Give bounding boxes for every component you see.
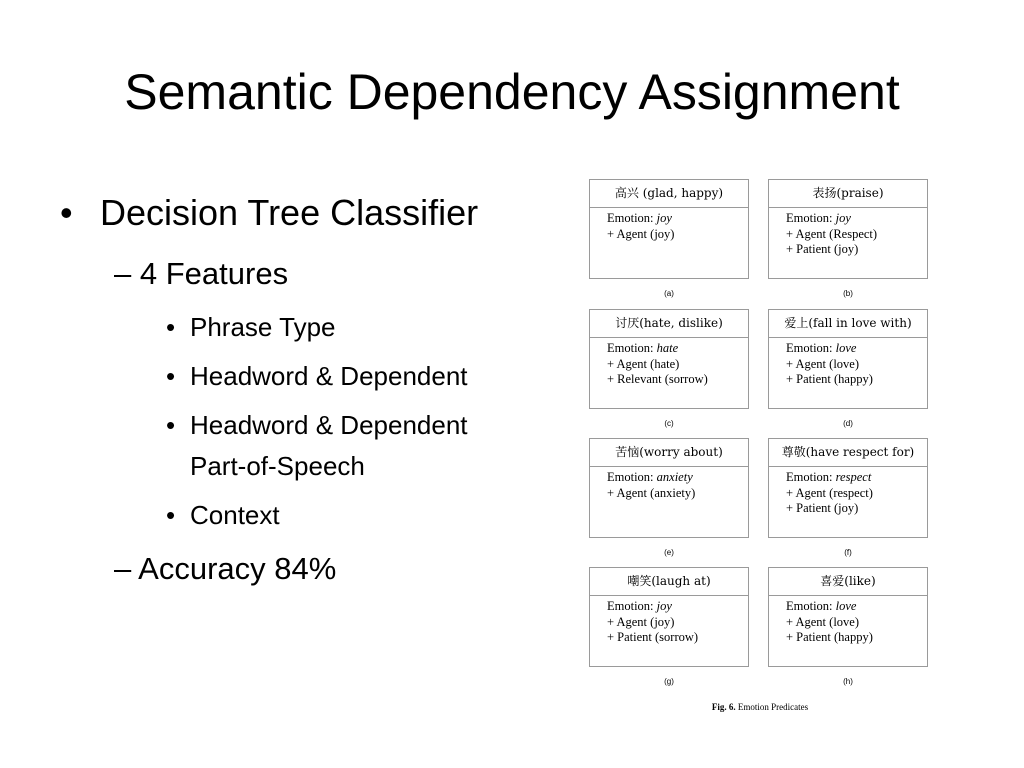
panel-caption: (h) [843, 677, 853, 686]
role-line: + Patient (sorrow) [607, 630, 699, 644]
role-line: + Patient (joy) [786, 501, 859, 515]
panel-header: 苦恼(worry about) [590, 439, 748, 467]
feature-text: Part-of-Speech [190, 451, 365, 481]
bullet-dot: • [166, 312, 176, 342]
bullet-dot: • [60, 192, 73, 233]
emotion-value: love [835, 341, 857, 355]
panel-header: 爱上(fall in love with) [769, 310, 927, 338]
emotion-line [607, 599, 748, 615]
figure-caption-text: Emotion Predicates [737, 702, 809, 712]
emotion-value: joy [656, 599, 672, 613]
role-line: + Patient (happy) [786, 630, 873, 644]
role-line: + Agent (anxiety) [607, 485, 696, 500]
predicate-panel [768, 438, 928, 538]
emotion-line [607, 470, 748, 486]
panel-body [769, 467, 927, 517]
emotion-line [786, 341, 927, 357]
emotion-line [607, 341, 748, 357]
panel-header: 高兴 (glad, happy) [590, 180, 748, 208]
emotion-line [786, 211, 927, 227]
panel-caption: (g) [664, 677, 674, 686]
emotion-line [786, 599, 927, 615]
emotion-value: anxiety [656, 470, 693, 484]
panel-caption: (a) [664, 289, 674, 298]
role-line: + Relevant (sorrow) [607, 372, 708, 386]
sub-bullet-text: 4 Features [139, 256, 289, 291]
emotion-value: joy [656, 211, 672, 225]
role-line: + Agent (respect) [786, 485, 873, 500]
role-line: + Agent (Respect) [786, 226, 878, 241]
emotion-line [786, 470, 927, 486]
panel-body [590, 208, 748, 242]
role-line: + Patient (joy) [786, 242, 859, 256]
panel-body [590, 467, 748, 501]
figure-caption [585, 702, 935, 712]
predicate-panel [589, 179, 749, 279]
panel-caption: (d) [843, 419, 853, 428]
sub-bullet-accuracy [114, 551, 336, 587]
panel-body [769, 208, 927, 258]
emotion-line [607, 211, 748, 227]
predicate-panel [589, 309, 749, 409]
predicate-panel [768, 309, 928, 409]
panel-body [769, 338, 927, 388]
dash: – [114, 256, 132, 291]
panel-header: 表扬(praise) [769, 180, 927, 208]
panel-body [590, 338, 748, 388]
role-line: + Agent (love) [786, 614, 860, 629]
panel-body [769, 596, 927, 646]
emotion-label: Emotion: [607, 470, 654, 484]
emotion-value: hate [656, 341, 679, 355]
emotion-value: joy [835, 211, 851, 225]
slide-title: Semantic Dependency Assignment [124, 64, 900, 120]
figure-caption-label: Fig. 6. [711, 702, 736, 712]
panel-header: 喜爱(like) [769, 568, 927, 596]
emotion-label: Emotion: [607, 599, 654, 613]
feature-text: Headword & Dependent [190, 410, 468, 440]
panel-caption: (f) [844, 548, 852, 557]
feature-text: Phrase Type [190, 312, 336, 342]
panel-caption: (b) [843, 289, 853, 298]
predicate-panel [589, 567, 749, 667]
role-line: + Patient (happy) [786, 372, 873, 386]
role-line: + Agent (joy) [607, 614, 675, 629]
role-line: + Agent (hate) [607, 356, 680, 371]
emotion-predicates-figure [585, 175, 935, 715]
bullet-dot: • [166, 410, 176, 440]
predicate-panel [768, 567, 928, 667]
emotion-label: Emotion: [607, 341, 654, 355]
panel-body [590, 596, 748, 646]
emotion-label: Emotion: [786, 470, 833, 484]
predicate-panel [768, 179, 928, 279]
emotion-label: Emotion: [786, 341, 833, 355]
role-line: + Agent (joy) [607, 226, 675, 241]
bullet-dot: • [166, 361, 176, 391]
sub-bullet-text: Accuracy 84% [138, 551, 337, 586]
emotion-label: Emotion: [786, 211, 833, 225]
role-line: + Agent (love) [786, 356, 860, 371]
dash: – [114, 551, 132, 586]
bullet-text: Decision Tree Classifier [100, 192, 479, 233]
feature-text: Headword & Dependent [190, 361, 468, 391]
emotion-value: love [835, 599, 857, 613]
emotion-label: Emotion: [607, 211, 654, 225]
feature-text: Context [190, 500, 280, 530]
emotion-value: respect [835, 470, 872, 484]
bullet-dot: • [166, 500, 176, 530]
panel-caption: (c) [664, 419, 674, 428]
sub-bullet-features [114, 256, 288, 292]
panel-header: 尊敬(have respect for) [769, 439, 927, 467]
panel-header: 嘲笑(laugh at) [590, 568, 748, 596]
panel-header: 讨厌(hate, dislike) [590, 310, 748, 338]
emotion-label: Emotion: [786, 599, 833, 613]
predicate-panel [589, 438, 749, 538]
panel-caption: (e) [664, 548, 674, 557]
